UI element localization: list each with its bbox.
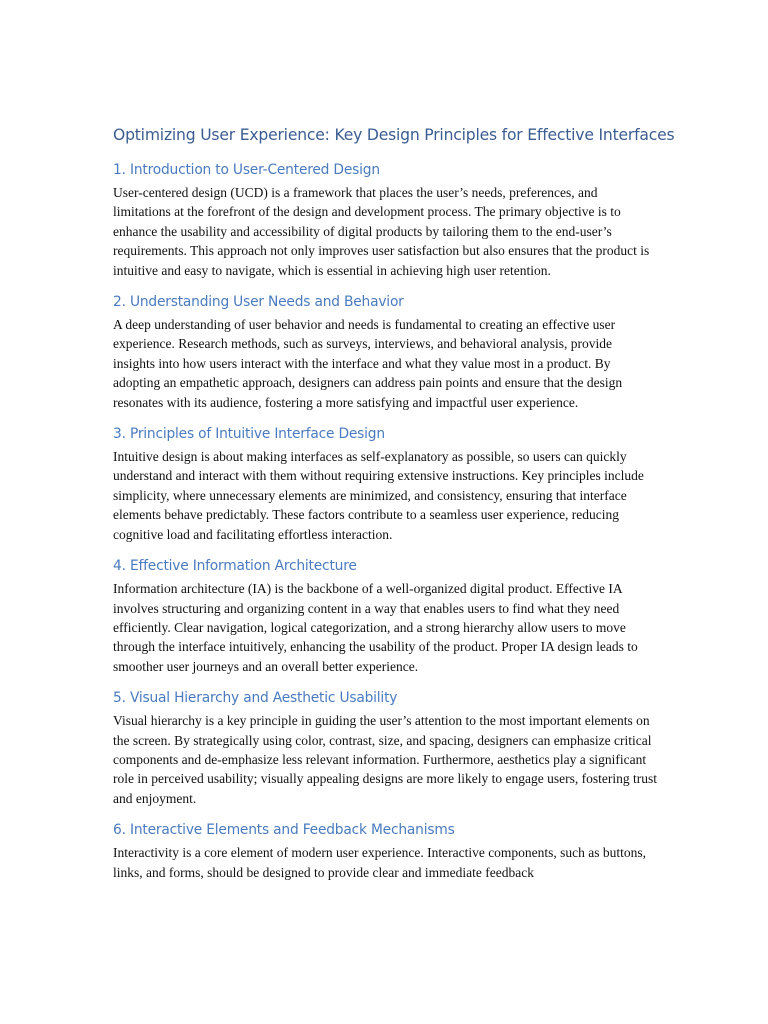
section-paragraph: Intuitive design is about making interfaces as self-explanatory as possible, so users can quickly understand and interact with them without requiring extensive instructions. Key principles include simplicity, where unnecessary elements are minimized, and consistency, ensuring that interface elements behave predictably. These factors contribute to a seamless user experience, reducing cognitive load and facilitating effortless interaction. xyxy=(113,449,644,542)
section-interactive-elements xyxy=(113,819,657,882)
section-heading: 3. Principles of Intuitive Interface Design xyxy=(113,426,385,443)
section-heading: 4. Effective Information Architecture xyxy=(113,558,357,575)
section-paragraph: Information architecture (IA) is the backbone of a well-organized digital product. Effective IA involves structuring and organizing content in a way that enables users to find what they need efficiently. Clear navigation, logical categorization, and a strong hierarchy allow users to move through the interface intuitively, enhancing the usability of the product. Proper IA design leads to smoother user journeys and an overall better experience. xyxy=(113,581,638,674)
section-heading: 1. Introduction to User-Centered Design xyxy=(113,162,380,178)
section-paragraph: Interactivity is a core element of modern user experience. Interactive components, such as buttons, links, and forms, should be designed to provide clear and immediate feedback xyxy=(113,845,647,880)
section-heading: 6. Interactive Elements and Feedback Mechanisms xyxy=(113,822,455,839)
section-visual-hierarchy xyxy=(113,687,657,808)
section-paragraph: Visual hierarchy is a key principle in guiding the user’s attention to the most important elements on the screen. By strategically using color, contrast, size, and spacing, designers can emphasize critical components and de-emphasize less relevant information. Furthermore, aesthetics play a significant role in perceived usability; visually appealing designs are more likely to engage users, fostering trust and enjoyment. xyxy=(113,713,657,806)
section-information-architecture xyxy=(113,555,657,676)
section-introduction xyxy=(113,159,657,280)
document-title: Optimizing User Experience: Key Design Principles for Effective Interfaces xyxy=(113,126,675,144)
section-paragraph: A deep understanding of user behavior and needs is fundamental to creating an effective user experience. Research methods, such as surveys, interviews, and behavioral analysis, provide insights into how users interact with the interface and what they value most in a product. By adopting an empathetic approach, designers can address pain points and ensure that the design resonates with its audience, fostering a more satisfying and impactful user experience. xyxy=(113,317,623,410)
section-intuitive-design xyxy=(113,423,657,544)
section-heading: 5. Visual Hierarchy and Aesthetic Usability xyxy=(113,690,398,707)
document-content xyxy=(113,122,675,893)
section-heading: 2. Understanding User Needs and Behavior xyxy=(113,294,404,311)
section-user-needs xyxy=(113,291,657,412)
section-paragraph: User-centered design (UCD) is a framework that places the user’s needs, preferences, and limitations at the forefront of the design and development process. The primary objective is to enhance the usability and accessibility of digital products by tailoring them to the end-user’s requirements. This approach not only improves user satisfaction but also ensures that the product is intuitive and easy to navigate, which is essential in achieving high user retention. xyxy=(113,185,650,278)
